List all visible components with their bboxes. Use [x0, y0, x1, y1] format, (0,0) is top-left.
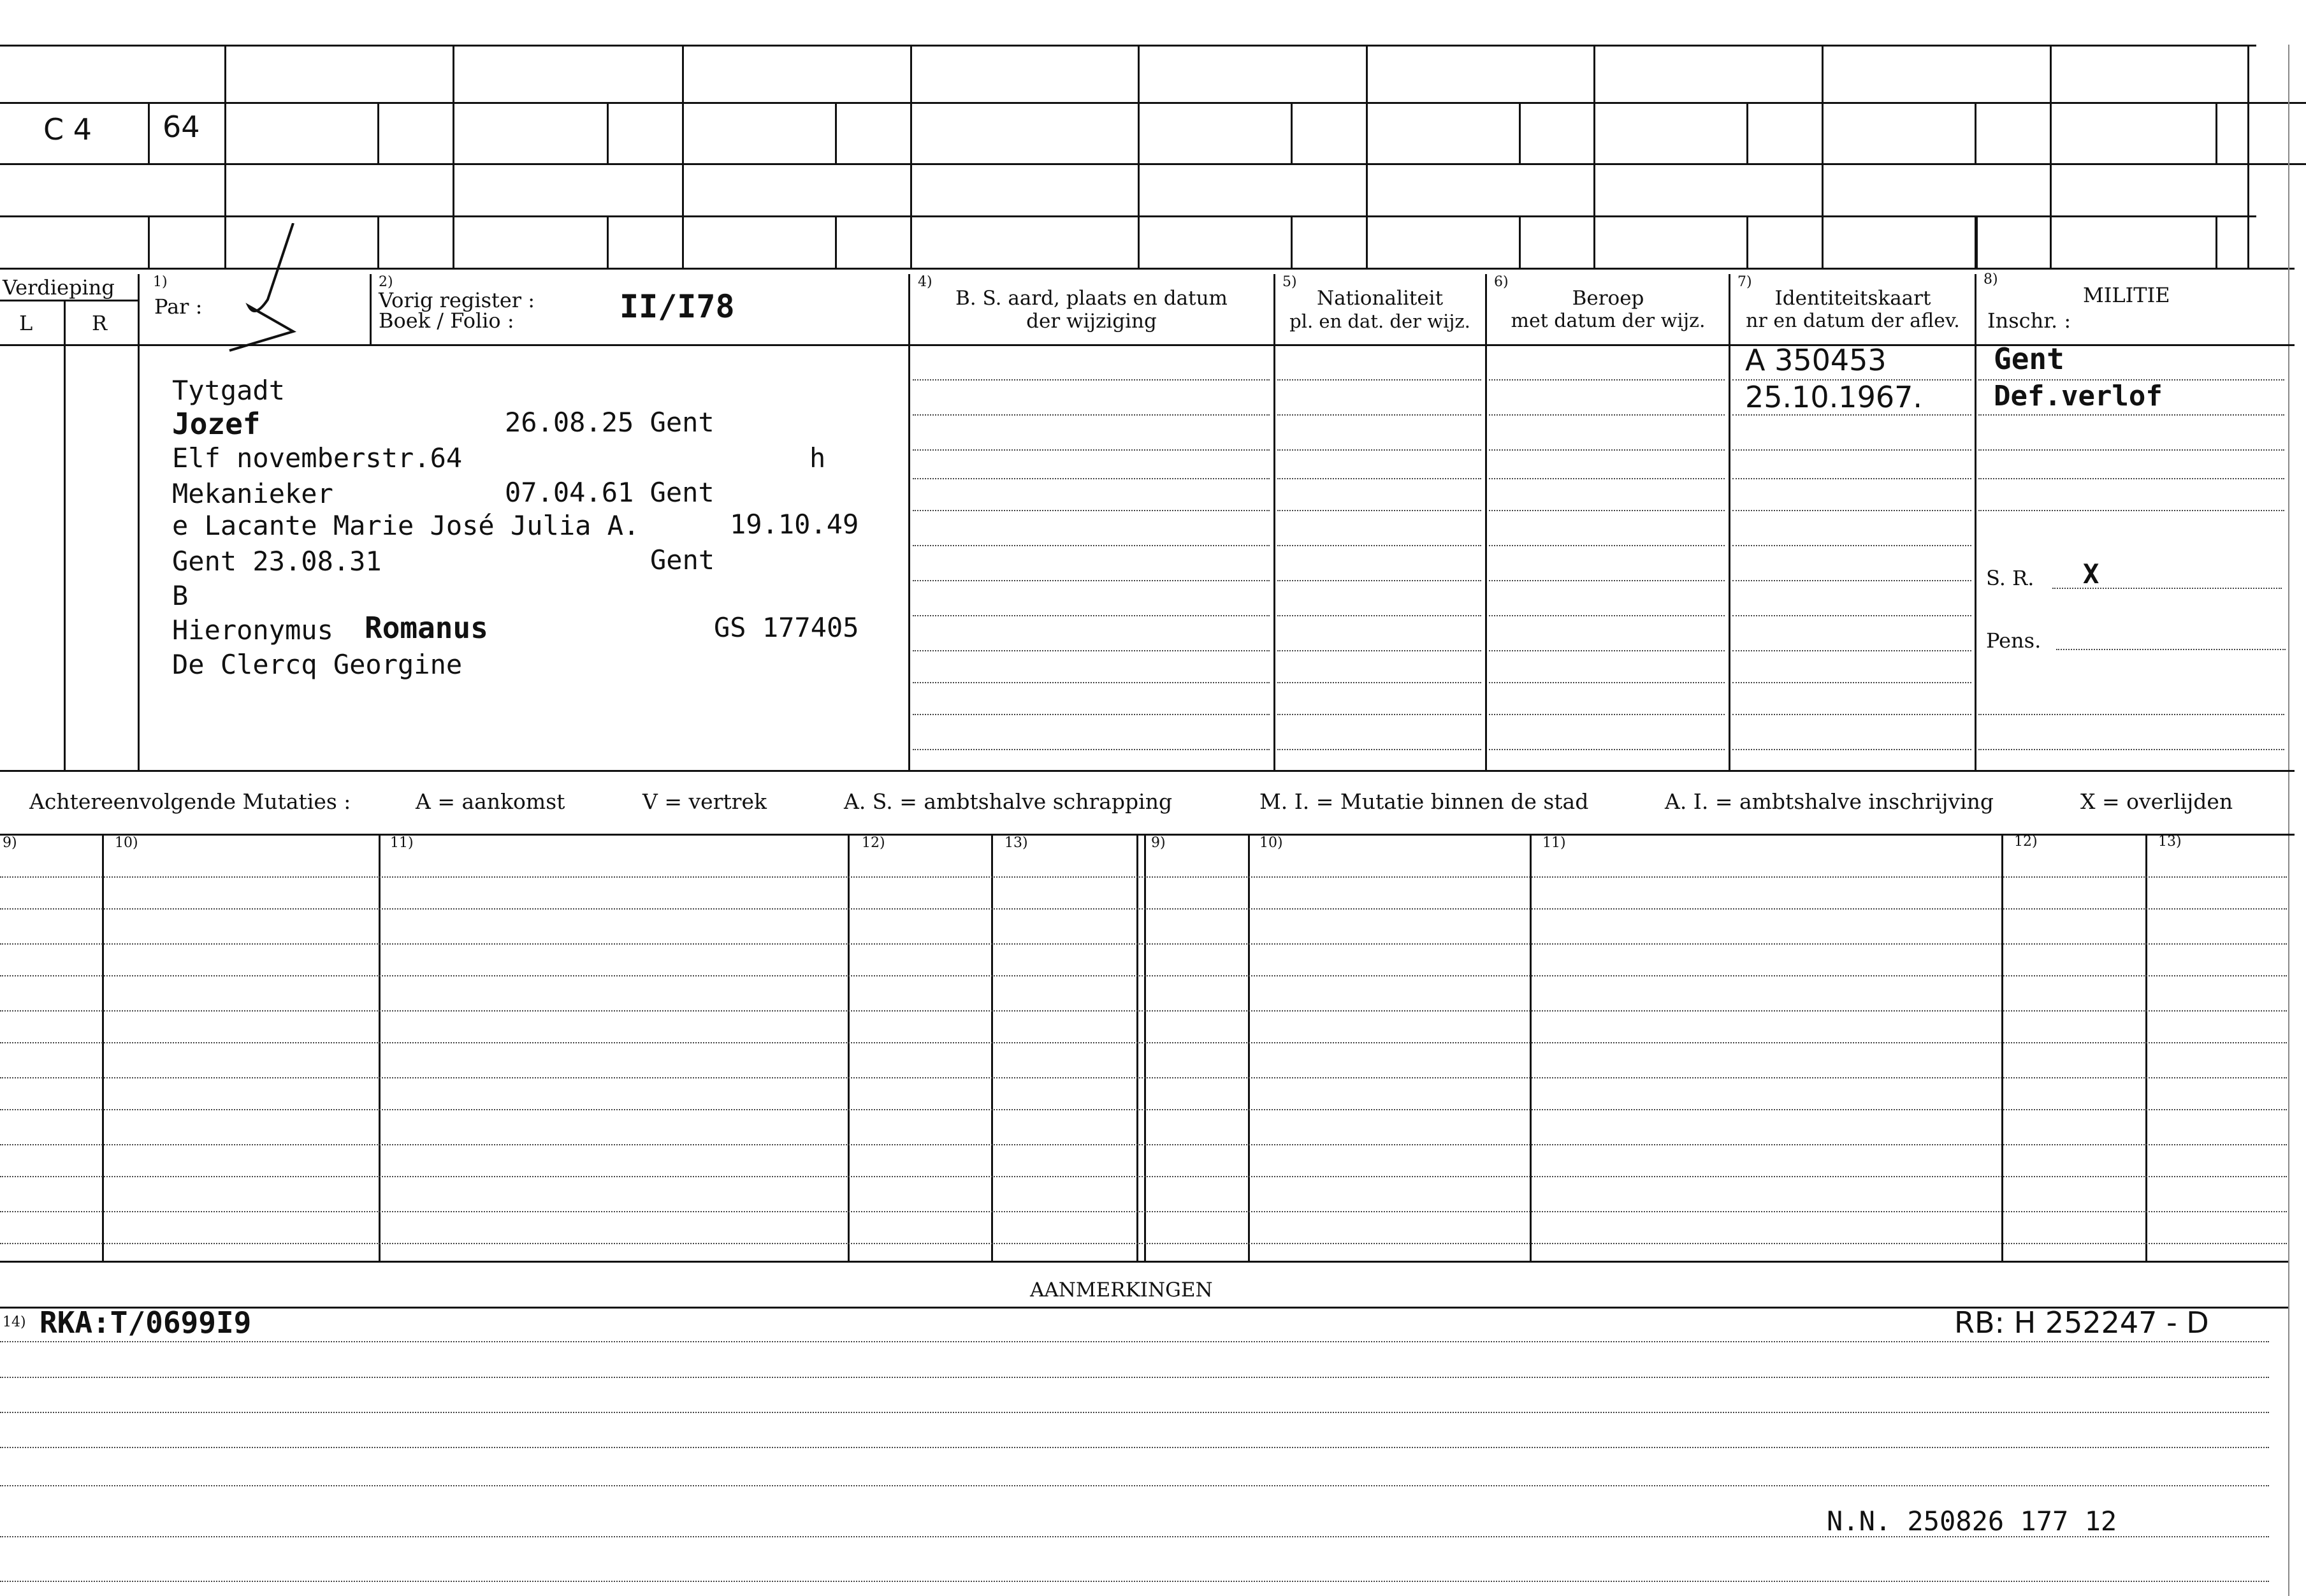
- rule: [0, 268, 2295, 270]
- legend-as: A. S. = ambtshalve schrapping: [844, 789, 1173, 814]
- header-ber-line1: Beroep: [1572, 287, 1644, 310]
- militie-sr: S. R.: [1986, 566, 2034, 590]
- mut-left-10: 10): [115, 835, 138, 851]
- header-bs-line2: der wijziging: [1026, 310, 1157, 333]
- note-8: 8): [1983, 272, 1998, 287]
- header-col-r: R: [92, 311, 108, 335]
- person-spouse-birth: Gent 23.08.31: [172, 546, 382, 577]
- header-id-line1: Identiteitskaart: [1774, 287, 1931, 310]
- top-number: 64: [163, 110, 200, 144]
- legend-a: A = aankomst: [416, 789, 565, 814]
- person-spouse-birth-place: Gent: [650, 544, 715, 576]
- note-5: 5): [1282, 274, 1297, 290]
- militie-sr-mark: X: [2083, 558, 2099, 590]
- person-mother: De Clercq Georgine: [172, 649, 463, 680]
- header-verdieping: Verdieping: [3, 275, 115, 300]
- rule: [0, 215, 2256, 217]
- header-boek: Boek / Folio :: [379, 308, 514, 333]
- top-code: C 4: [43, 112, 92, 147]
- person-address: Elf novemberstr.64: [172, 442, 463, 474]
- militie-status: Def.verlof: [1994, 380, 2163, 412]
- mut-left-9: 9): [3, 835, 17, 851]
- person-spouse: e Lacante Marie José Julia A.: [172, 510, 640, 541]
- identity-card: A 350453: [1745, 343, 1887, 377]
- remarks-rka: RKA:T/0699I9: [40, 1305, 252, 1340]
- header-ber-line2: met datum der wijz.: [1511, 310, 1706, 332]
- person-birth: 26.08.25 Gent: [505, 407, 714, 438]
- checkmark-icon: [217, 223, 312, 357]
- mut-right-13: 13): [2158, 834, 2182, 850]
- legend-mi: M. I. = Mutatie binnen de stad: [1259, 789, 1589, 814]
- remarks-rb: RB: H 252247 - D: [1954, 1305, 2209, 1340]
- mut-right-11: 11): [1542, 835, 1566, 851]
- person-code: B: [172, 580, 189, 611]
- person-marriage-date: 19.10.49: [730, 509, 859, 540]
- mut-right-12: 12): [2014, 834, 2038, 850]
- person-firstname: Jozef: [172, 407, 261, 441]
- person-occupation-date: 07.04.61 Gent: [505, 477, 714, 508]
- rule: [0, 163, 2306, 165]
- header-nationaliteit: [1275, 287, 1485, 333]
- mut-right-10: 10): [1259, 835, 1283, 851]
- person-marker: h: [809, 442, 826, 474]
- header-nat-line1: Nationaliteit: [1316, 287, 1444, 310]
- header-rule: [0, 344, 2295, 346]
- header-vorig: Vorig register :: [379, 288, 535, 312]
- header-bs-line1: B. S. aard, plaats en datum: [955, 287, 1228, 310]
- mut-left-12: 12): [862, 835, 885, 851]
- header-identiteit: [1731, 287, 1975, 333]
- header-nat-line2: pl. en dat. der wijz.: [1289, 310, 1470, 332]
- militie-place: Gent: [1994, 342, 2064, 376]
- legend-ai: A. I. = ambtshalve inschrijving: [1665, 789, 1994, 814]
- header-par: Par :: [154, 294, 203, 319]
- note-7: 7): [1737, 274, 1752, 290]
- note-14: 14): [3, 1314, 26, 1330]
- note-4: 4): [918, 274, 932, 290]
- note-2: 2): [379, 274, 393, 290]
- register-value: II/I78: [620, 288, 735, 325]
- remarks-title: AANMERKINGEN: [1030, 1279, 1213, 1302]
- person-occupation: Mekanieker: [172, 478, 333, 509]
- header-id-line2: nr en datum der aflev.: [1746, 310, 1960, 332]
- legend-x: X = overlijden: [2080, 789, 2233, 814]
- remarks-nn: N.N. 250826 177 12: [1827, 1505, 2117, 1537]
- person-surname: Tytgadt: [172, 375, 286, 406]
- header-inschr: Inschr. :: [1987, 308, 2071, 333]
- header-col-l: L: [19, 311, 33, 335]
- mut-left-13: 13): [1004, 835, 1028, 851]
- militie-pens: Pens.: [1986, 628, 2041, 653]
- person-father-bold: Romanus: [365, 611, 488, 645]
- rule: [0, 45, 2256, 47]
- note-6: 6): [1494, 274, 1509, 290]
- mut-left-11: 11): [390, 835, 414, 851]
- header-beroep: [1488, 287, 1729, 333]
- header-militie: MILITIE: [2083, 283, 2170, 307]
- identity-date: 25.10.1967.: [1745, 380, 1922, 414]
- mut-right-9: 9): [1151, 835, 1166, 851]
- person-father: Hieronymus: [172, 614, 333, 646]
- rule: [0, 102, 2306, 104]
- person-gs: GS 177405: [714, 612, 859, 643]
- header-bs: [911, 287, 1272, 333]
- legend-title: Achtereenvolgende Mutaties :: [29, 789, 351, 814]
- note-1: 1): [153, 274, 168, 290]
- legend-v: V = vertrek: [642, 789, 767, 814]
